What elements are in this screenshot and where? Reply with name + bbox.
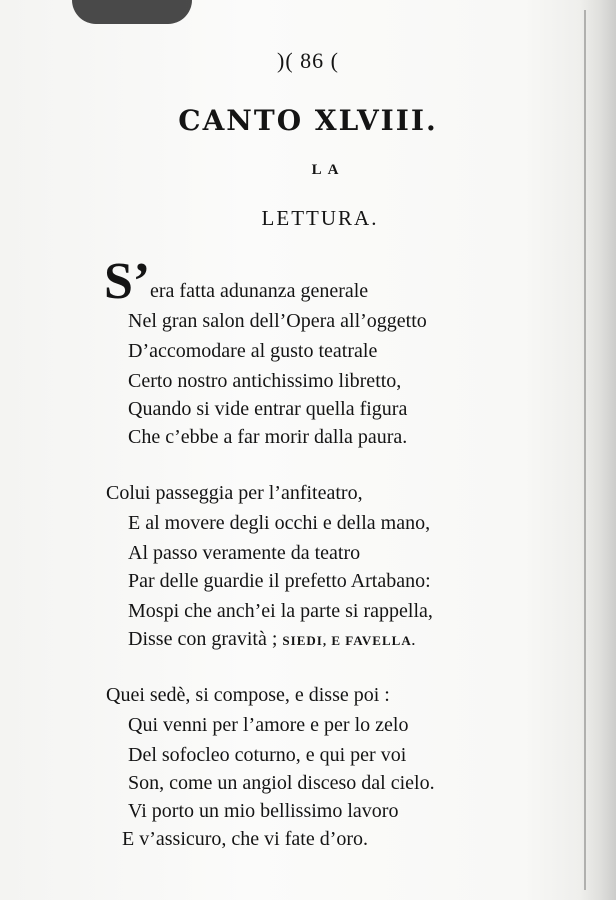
ink-blot <box>72 0 192 24</box>
verse-line: Mospi che anch’ei la parte si rappella, <box>128 600 433 622</box>
verse-text: Disse con gravità ; <box>128 628 278 650</box>
verse-line: Certo nostro antichissimo libretto, <box>128 370 402 392</box>
verse-smallcaps: SIEDI, E FAVELLA. <box>282 633 416 648</box>
page-number: )( 86 ( <box>277 48 339 73</box>
verse-line: Nel gran salon dell’Opera all’oggetto <box>128 310 427 332</box>
verse-line: D’accomodare al gusto teatrale <box>128 340 378 362</box>
page-fold-line <box>584 10 586 890</box>
verse-line: Che c’ebbe a far morir dalla paura. <box>128 426 408 448</box>
verse-line: Son, come un angiol disceso dal cielo. <box>128 772 435 794</box>
verse-line: Colui passeggia per l’anfiteatro, <box>106 482 363 504</box>
subtitle-title: LETTURA. <box>261 206 379 230</box>
subtitle-article: LA <box>311 162 345 178</box>
verse-line: Del sofocleo coturno, e qui per voi <box>128 744 407 766</box>
verse-line: Par delle guardie il prefetto Artabano: <box>128 570 431 592</box>
drop-cap: S’ <box>104 253 151 310</box>
verse-line: Al passo veramente da teatro <box>128 542 361 564</box>
verse-line <box>128 624 416 656</box>
verse-line: E al movere degli occhi e della mano, <box>128 512 431 534</box>
verse-line: Vi porto un mio bellissimo lavoro <box>128 800 399 822</box>
canto-title: CANTO XLVIII. <box>178 104 438 137</box>
verse-line: Qui venni per l’amore e per lo zelo <box>128 714 409 736</box>
verse-line: era fatta adunanza generale <box>150 280 369 302</box>
verse-line: Quei sedè, si compose, e disse poi : <box>106 684 390 706</box>
verse-line: E v’assicuro, che vi fate d’oro. <box>122 828 369 850</box>
verse-line: Quando si vide entrar quella figura <box>128 398 408 420</box>
